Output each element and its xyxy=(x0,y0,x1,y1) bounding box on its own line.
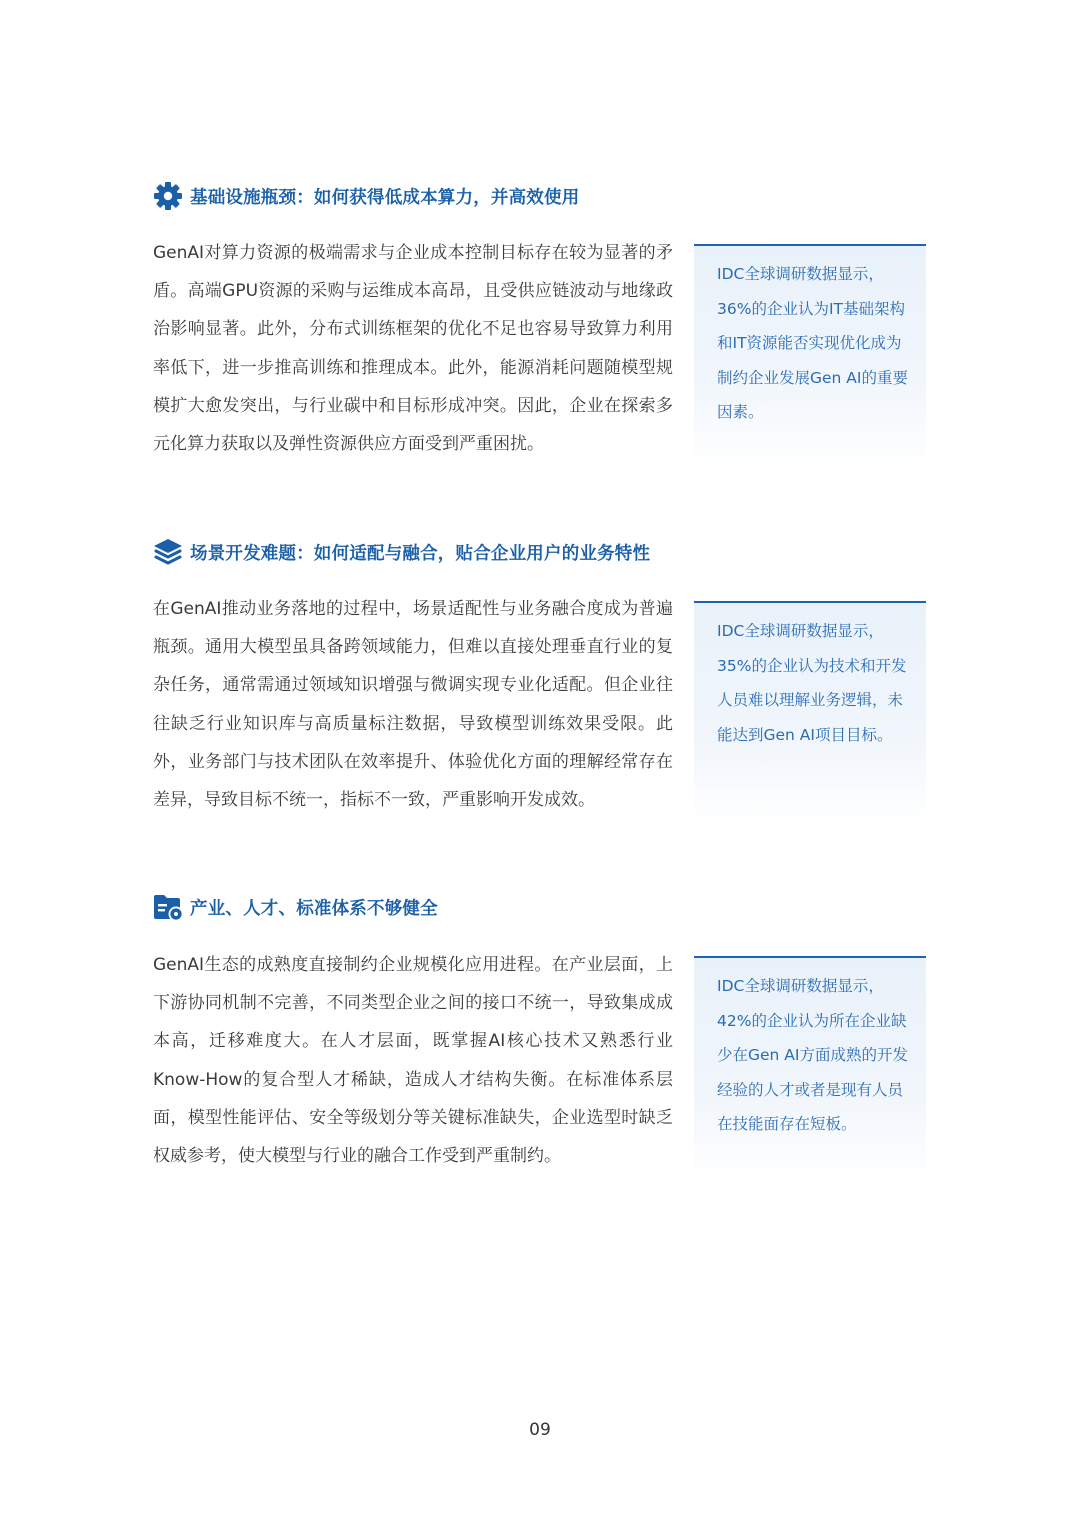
section-body: 在GenAI推动业务落地的过程中，场景适配性与业务融合度成为普遍瓶颈。通用大模型虽具备跨领域能力，但难以直接处理垂直行业的复杂任务，通常需通过领域知识增强与微调实现专业化适配。但企业往往缺乏行业知识库与高质量标注数据，导致模型训练效果受限。此外，业务部门与技术团队在效率提升、体验优化方面的理解经常存在差异，导致目标不统一，指标不一致，严重影响开发成效。 xyxy=(153,599,673,811)
section-body: GenAI对算力资源的极端需求与企业成本控制目标存在较为显著的矛盾。高端GPU资源的采购与运维成本高昂，且受供应链波动与地缘政治影响显著。此外，分布式训练框架的优化不足也容易导致算力利用率低下，进一步推高训练和推理成本。此外，能源消耗问题随模型规模扩大愈发突出，与行业碳中和目标形成冲突。因此，企业在探索多元化算力获取以及弹性资源供应方面受到严重困扰。 xyxy=(153,243,673,455)
callout-text: IDC全球调研数据显示，42%的企业认为所在企业缺少在Gen AI方面成熟的开发经验的人才或者是现有人员在技能面存在短板。 xyxy=(717,977,908,1133)
layers-icon xyxy=(152,536,184,568)
callout-text: IDC全球调研数据显示，35%的企业认为技术和开发人员难以理解业务逻辑，未能达到Gen AI项目目标。 xyxy=(717,622,907,744)
idc-callout xyxy=(694,601,926,827)
section-2-heading xyxy=(152,534,650,570)
page-number: 09 xyxy=(529,1420,551,1440)
section-body: GenAI生态的成熟度直接制约企业规模化应用进程。在产业层面，上下游协同机制不完善，不同类型企业之间的接口不统一，导致集成成本高，迁移难度大。在人才层面，既掌握AI核心技术又熟悉行业Know-How的复合型人才稀缺，造成人才结构失衡。在标准体系层面，模型性能评估、安全等级划分等关键标准缺失，企业选型时缺乏权威参考，使大模型与行业的融合工作受到严重制约。 xyxy=(153,955,673,1167)
section-1-heading xyxy=(152,178,579,214)
section-title: 产业、人才、标准体系不够健全 xyxy=(190,898,438,919)
section-title: 基础设施瓶颈：如何获得低成本算力，并高效使用 xyxy=(190,187,580,208)
section-3-heading xyxy=(152,889,438,925)
idc-callout xyxy=(694,244,926,470)
idc-callout xyxy=(694,956,926,1184)
folder-settings-icon xyxy=(152,891,184,923)
section-title: 场景开发难题：如何适配与融合，贴合企业用户的业务特性 xyxy=(190,543,651,564)
gear-icon xyxy=(152,180,184,212)
callout-text: IDC全球调研数据显示，36%的企业认为IT基础架构和IT资源能否实现优化成为制约企业发展Gen AI的重要因素。 xyxy=(717,265,908,421)
